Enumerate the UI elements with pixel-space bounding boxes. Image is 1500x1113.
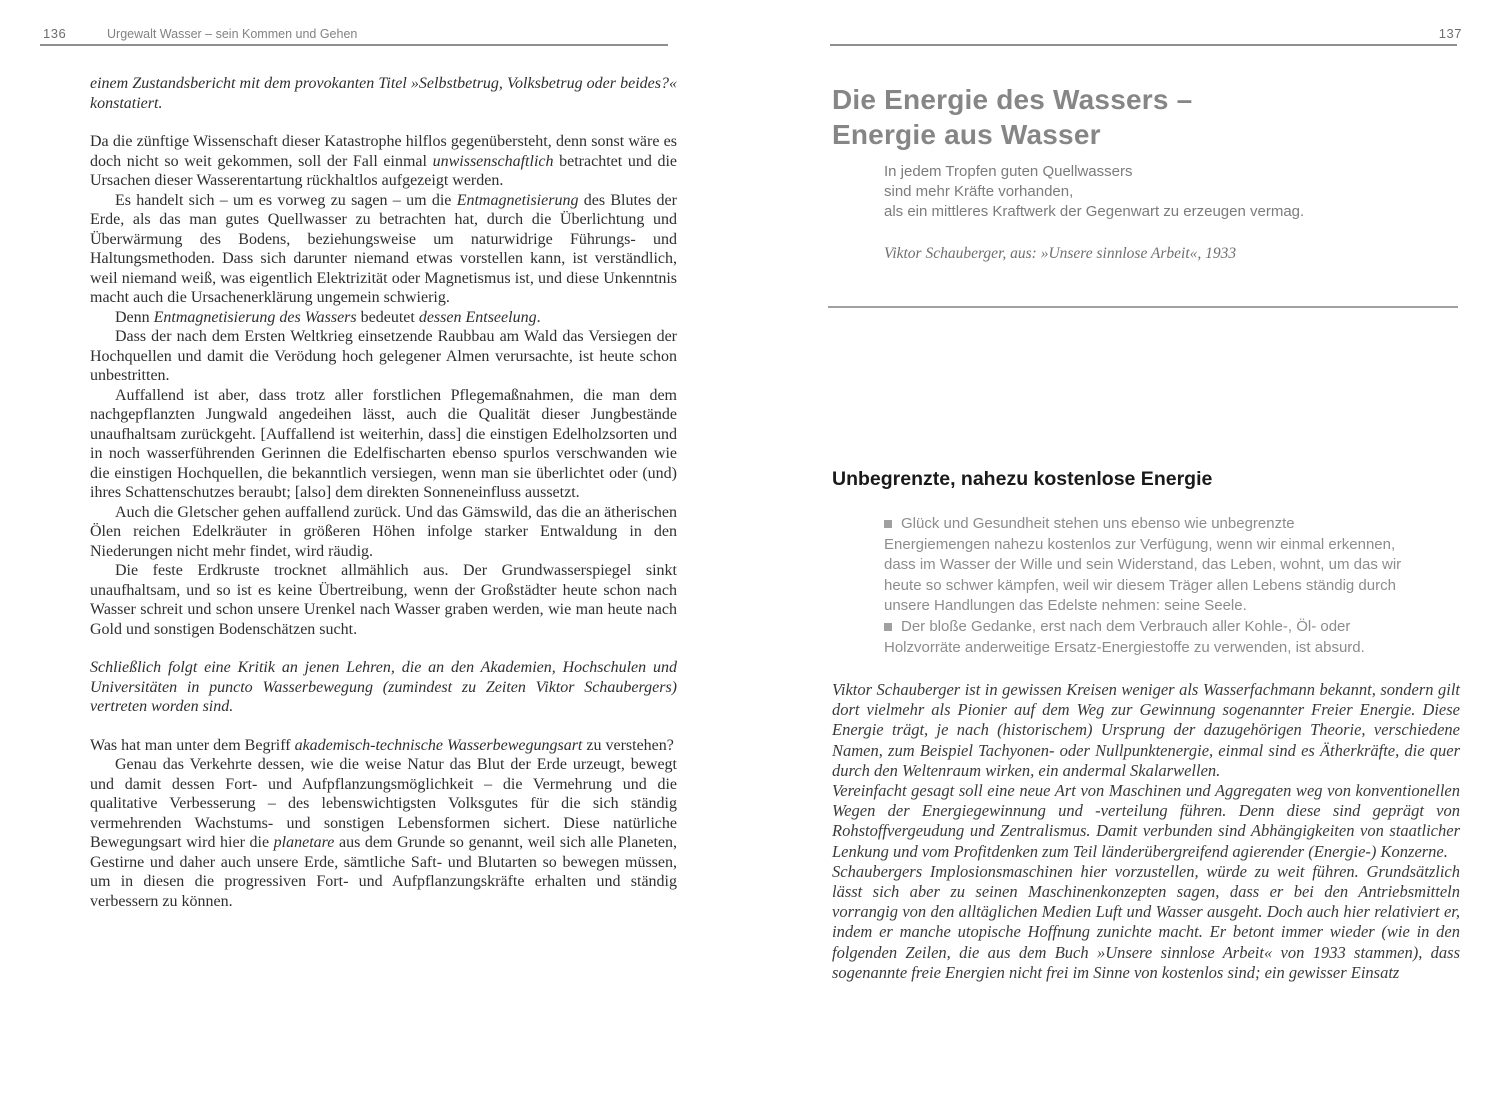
paragraph [90, 503, 677, 562]
paragraph [90, 736, 677, 756]
chapter-title [832, 82, 1192, 152]
emphasis-text: unwissenschaftlich [432, 152, 554, 170]
commentary-paragraph: Schaubergers Implosionsmaschinen hier vorzustellen, würde zu weit führen. Grundsätzlich lässt sich aber zu seinen Maschinenkonzepten sagen, dass er bei den Antriebsmitteln vorrangig von den alltäglichen Medien Luft und Wasser ausgeht. Doch auch hier relativiert er, indem er manche utopische Hoffnung zunichte macht. Er betont immer wieder (wie in den folgenden Zeilen, die aus dem Buch »Unsere sinnlose Arbeit« von 1933 stammen), dass sogenannte freie Energien nicht frei im Sinne von kostenlos sind; ein gewisser Einsatz [832, 861, 1460, 982]
bullet-text: Glück und Gesundheit stehen uns ebenso wie unbegrenzte Energiemengen nahezu kostenlos zur Verfügung, wenn wir einmal erkennen, dass im Wasser der Wille und sein Widerstand, das Leben, wohnt, um das wir heute so schwer kämpfen, weil wir diesem Träger allen Lebens ständig durch unsere Handlungen das Edelste nehmen: seine Seele. [884, 515, 1402, 615]
commentary-paragraph: Vereinfacht gesagt soll eine neue Art von Maschinen und Aggregaten weg von konventionellen Wegen der Energiegewinnung und -verteilung führen. Denn diese sind geprägt von Rohstoffvergeudung und Zentralismus. Damit verbunden sind Abhängigkeiten von staatlicher Lenkung und vom Profitdenken zum Teil länderübergreifend agierender (Energie-) Konzerne. [832, 781, 1460, 861]
emphasis-text: planetare [273, 834, 335, 851]
body-text: Die feste Erdkruste trocknet allmählich aus. Der Grundwasserspiegel sinkt unaufhaltsam, und so ist es keine Übertreibung, wenn der Großstädter heute schon nach Wasser schreit und schon unsere Urenkel nach Wasser graben werden, wie man heute nach Gold und sonstigen Bodenschätzen sucht. [90, 562, 677, 638]
paragraph [90, 755, 677, 911]
body-text: Schließlich folgt eine Kritik an jenen Lehren, die an den Akademien, Hochschulen und Universitäten in puncto Wasserbewegung (zumindest zu Zeiten Viktor Schaubergers) vertreten worden sind. [90, 659, 677, 715]
body-text: Auch die Gletscher gehen auffallend zurück. Und das Gämswild, das die an ätherischen Ölen reichen Edelkräuter in größeren Höhen infolge starker Entwaldung in den Niederungen nicht mehr findet, wird räudig. [90, 503, 677, 560]
square-bullet-icon [884, 623, 892, 631]
body-text: aus dem Grunde so genannt, weil sich alle Planeten, Gestirne und daher auch unsere Erde, sämtliche Saft- und Blutarten so bewegen müssen, um in diesen die progressiven Fort- und Aufpflanzungskräfte erhalten und ständig verbessern zu können. [90, 834, 678, 910]
body-text: Dass der nach dem Ersten Weltkrieg einsetzende Raubbau am Wald das Versiegen der Hochquellen und damit die Verödung hoch gelegener Almen verursachte, ist heute schon unbestritten. [90, 328, 677, 384]
commentary [832, 680, 1460, 983]
paragraph [90, 132, 677, 191]
bullet-list [884, 514, 1404, 658]
body-text: Denn [115, 308, 154, 326]
body-text: . [536, 308, 541, 326]
emphasis-text: Entmagnetisierung [456, 191, 579, 209]
chapter-title-line2: Energie aus Wasser [832, 119, 1101, 150]
body-text: betrachtet und die Ursachen dieser Wasserentartung rückhaltlos aufgezeigt werden. [90, 152, 678, 189]
paragraph [90, 191, 677, 308]
chapter-title-line1: Die Energie des Wassers – [832, 84, 1193, 115]
body-text: Es handelt sich – um es vorweg zu sagen – um die [115, 191, 457, 209]
section-rule [828, 306, 1458, 308]
bullet-text: Der bloße Gedanke, erst nach dem Verbrauch aller Kohle-, Öl- oder Holzvorräte anderweitige Ersatz-Energiestoffe zu verwenden, ist absurd. [884, 617, 1365, 656]
paragraph [90, 386, 677, 503]
right-header-rule [830, 44, 1457, 46]
section-heading: Unbegrenzte, nahezu kostenlose Energie [832, 468, 1213, 490]
paragraph [90, 308, 677, 328]
square-bullet-icon [884, 520, 892, 528]
bullet-item [884, 514, 1404, 617]
body-text: Genau das Verkehrte dessen, wie die weise Natur das Blut der Erde urzeugt, bewegt und damit dessen Fort- und Aufpflanzungsmöglichkeit – die Vermehrung und die qualitative Verbesserung – des lebenswichtigsten Volksgutes für die sich ständig vermehrenden Wachstums- und sonstigen Lebensformen sichert. Diese natürliche Bewegungsart wird hier die [90, 756, 677, 851]
commentary-paragraph: Viktor Schauberger ist in gewissen Kreisen weniger als Wasserfachmann bekannt, sondern gilt dort vielmehr als Pionier auf dem Weg zur Gewinnung sogenannter Freier Energie. Diese Energie trägt, je nach (historischem) Ursprung der dazugehörigen Theorie, verschiedene Namen, zum Beispiel Tachyonen- oder Nullpunktenergie, einmal sind es Ätherkräfte, die quer durch den Weltenraum wirken, ein andermal Skalarwellen. [832, 680, 1460, 780]
left-header-rule [40, 44, 668, 46]
emphasis-text: Entmagnetisierung des Wassers [153, 308, 357, 326]
left-page-number: 136 [43, 26, 67, 41]
epigraph-line: sind mehr Kräfte vorhanden, [884, 183, 1074, 200]
body-text: Da die zünftige Wissenschaft dieser Katastrophe hilflos gegenübersteht, denn sonst wäre es doch nicht so weit gekommen, soll der Fall einmal [90, 133, 677, 170]
epigraph-line: In jedem Tropfen guten Quellwassers [884, 163, 1133, 180]
right-page-number: 137 [1438, 26, 1462, 41]
paragraph [90, 658, 677, 717]
emphasis-text: akademisch-technische Wasserbewegungsart [294, 736, 583, 754]
emphasis-text: dessen Entseelung [418, 308, 537, 326]
epigraph-attribution: Viktor Schauberger, aus: »Unsere sinnlose Arbeit«, 1933 [884, 245, 1237, 262]
paragraph [90, 561, 677, 639]
paragraph [90, 74, 677, 113]
running-title: Urgewalt Wasser – sein Kommen und Gehen [107, 27, 358, 41]
body-text: zu verstehen? [582, 736, 674, 754]
bullet-item [884, 617, 1404, 658]
left-body [90, 74, 677, 911]
body-text: des Blutes der Erde, als das man gutes Quellwasser zu betrachten hat, durch die Überlichtung und Überwärmung des Bodens, beziehungsweise um naturwidrige Führungs- und Haltungsmethoden. Dass sich darunter niemand etwas vorstellen kann, ist verständlich, weil niemand weiß, was eigentlich Elektrizität oder Magnetismus ist, und diese Unkenntnis macht auch die Ursachenerklärung ungemein schwierig. [90, 191, 677, 306]
body-text: einem Zustandsbericht mit dem provokanten Titel »Selbstbetrug, Volksbetrug oder beides?« konstatiert. [90, 75, 677, 112]
paragraph [90, 327, 677, 386]
epigraph [884, 162, 1304, 222]
body-text: bedeutet [356, 308, 419, 326]
epigraph-line: als ein mittleres Kraftwerk der Gegenwart zu erzeugen vermag. [884, 203, 1305, 220]
body-text: Was hat man unter dem Begriff [90, 736, 295, 754]
body-text: Auffallend ist aber, dass trotz aller forstlichen Pflegemaßnahmen, die man dem nachgepflanzten Jungwald angedeihen lässt, auch die Qualität dieser Jungbestände unaufhaltsam zurückgeht. [Auffallend ist weiterhin, dass] die einstigen Edelholzsorten und in noch wasserführenden Gerinnen die Edelfischarten ebenso spurlos verschwanden wie die einstigen Hochquellen, die bekanntlich versiegen, wenn man sie überlichtet oder (und) ihres Schattenschutzes beraubt; [also] dem direkten Sonneneinfluss aussetzt. [90, 386, 677, 501]
